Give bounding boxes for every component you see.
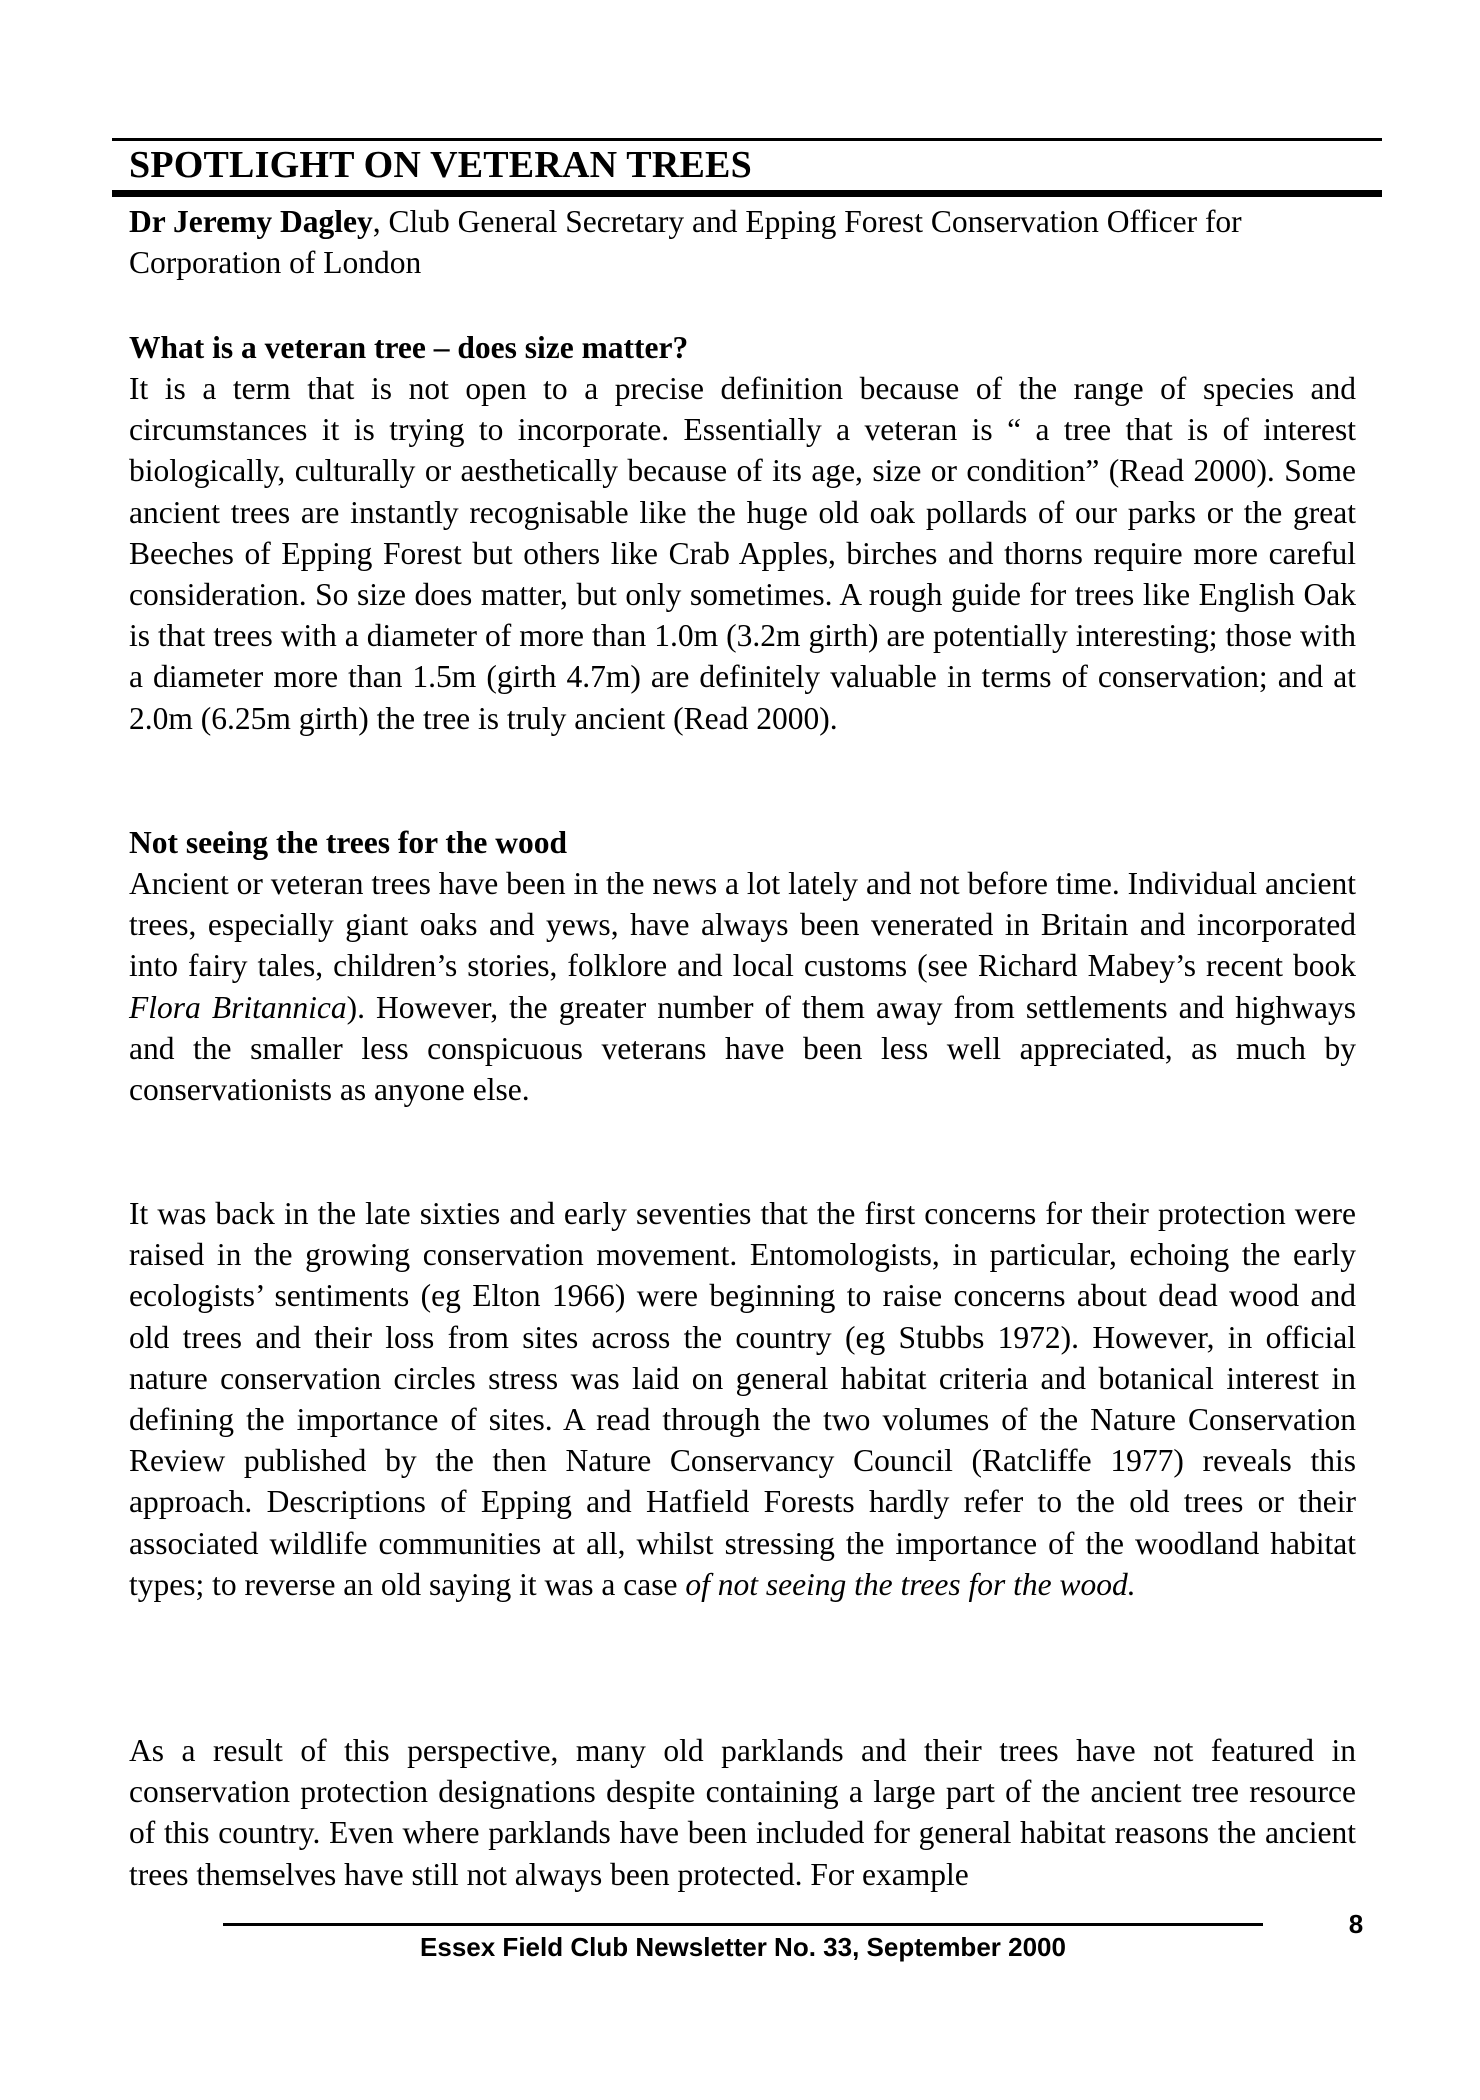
paragraph-text: ). However, the greater number of them away from settlements and highways and the smaller less conspicuous veterans have been less well appreciated, as much by conservationists as anyone else. (129, 989, 1356, 1108)
paragraph: As a result of this perspective, many old parklands and their trees have not featured in conservation protection designations despite containing a large part of the ancient tree resource of this country. Even where parklands have been included for general habitat reasons the ancient trees themselves have still not always been protected. For example (129, 1733, 1356, 1892)
page-number: 8 (1348, 1909, 1364, 1939)
author-name: Dr Jeremy Dagley (129, 204, 373, 239)
article-title: SPOTLIGHT ON VETERAN TREES (129, 144, 752, 186)
book-title: Flora Britannica (129, 989, 347, 1025)
paragraph (129, 1193, 1356, 1605)
section-heading-veteran-tree: What is a veteran tree – does size matter? (129, 330, 689, 365)
paragraph-text: It was back in the late sixties and early seventies that the first concerns for their protection were raised in the growing conservation movement. Entomologists, in particular, echoing the early ecologists’ sentiments (eg Elton 1966) were beginning to raise concerns about dead wood and old trees and their loss from sites across the country (eg Stubbs 1972). However, in official nature conservation circles stress was laid on general habitat criteria and botanical interest in defining the importance of sites. A read through the two volumes of the Nature Conservation Review published by the then Nature Conservancy Council (Ratcliffe 1977) reveals this approach. Descriptions of Epping and Hatfield Forests hardly refer to the old trees or their associated wildlife communities at all, whilst stressing the importance of the woodland habitat types; to reverse an old saying it was a case (129, 1196, 1356, 1602)
top-rule (112, 138, 1382, 141)
footer-rule (223, 1923, 1263, 1926)
paragraph: It is a term that is not open to a precise definition because of the range of species and circumstances it is trying to incorporate. Essentially a veteran is “ a tree that is of interest biologically, culturally or aesthetically because of its age, size or condition” (Read 2000). Some ancient trees are instantly recognisable like the huge old oak pollards of our parks or the great Beeches of Epping Forest but others like Crab Apples, birches and thorns require more careful consideration. So size does matter, but only sometimes. A rough guide for trees like English Oak is that trees with a diameter of more than 1.0m (3.2m girth) are potentially interesting; those with a diameter more than 1.5m (girth 4.7m) are definitely valuable in terms of conservation; and at 2.0m (6.25m girth) the tree is truly ancient (Read 2000). (129, 371, 1356, 736)
author-role: , Club General Secretary and Epping Forest Conservation Officer for Corporation of London (129, 204, 1242, 281)
footer-publication: Essex Field Club Newsletter No. 33, September 2000 (420, 1932, 1066, 1962)
section-heading-trees-for-wood: Not seeing the trees for the wood (129, 825, 568, 860)
title-rule (112, 190, 1382, 197)
paragraph (129, 863, 1356, 1110)
italic-phrase: of not seeing the trees for the wood. (685, 1566, 1136, 1602)
byline (129, 201, 1356, 283)
paragraph-text: Ancient or veteran trees have been in the news a lot lately and not before time. Individual ancient trees, especially giant oaks and yews, have always been venerated in Britain and incorporated into fairy tales, children’s stories, folklore and local customs (see Richard Mabey’s recent book (129, 866, 1356, 984)
section-body-veteran-tree (129, 368, 1356, 739)
